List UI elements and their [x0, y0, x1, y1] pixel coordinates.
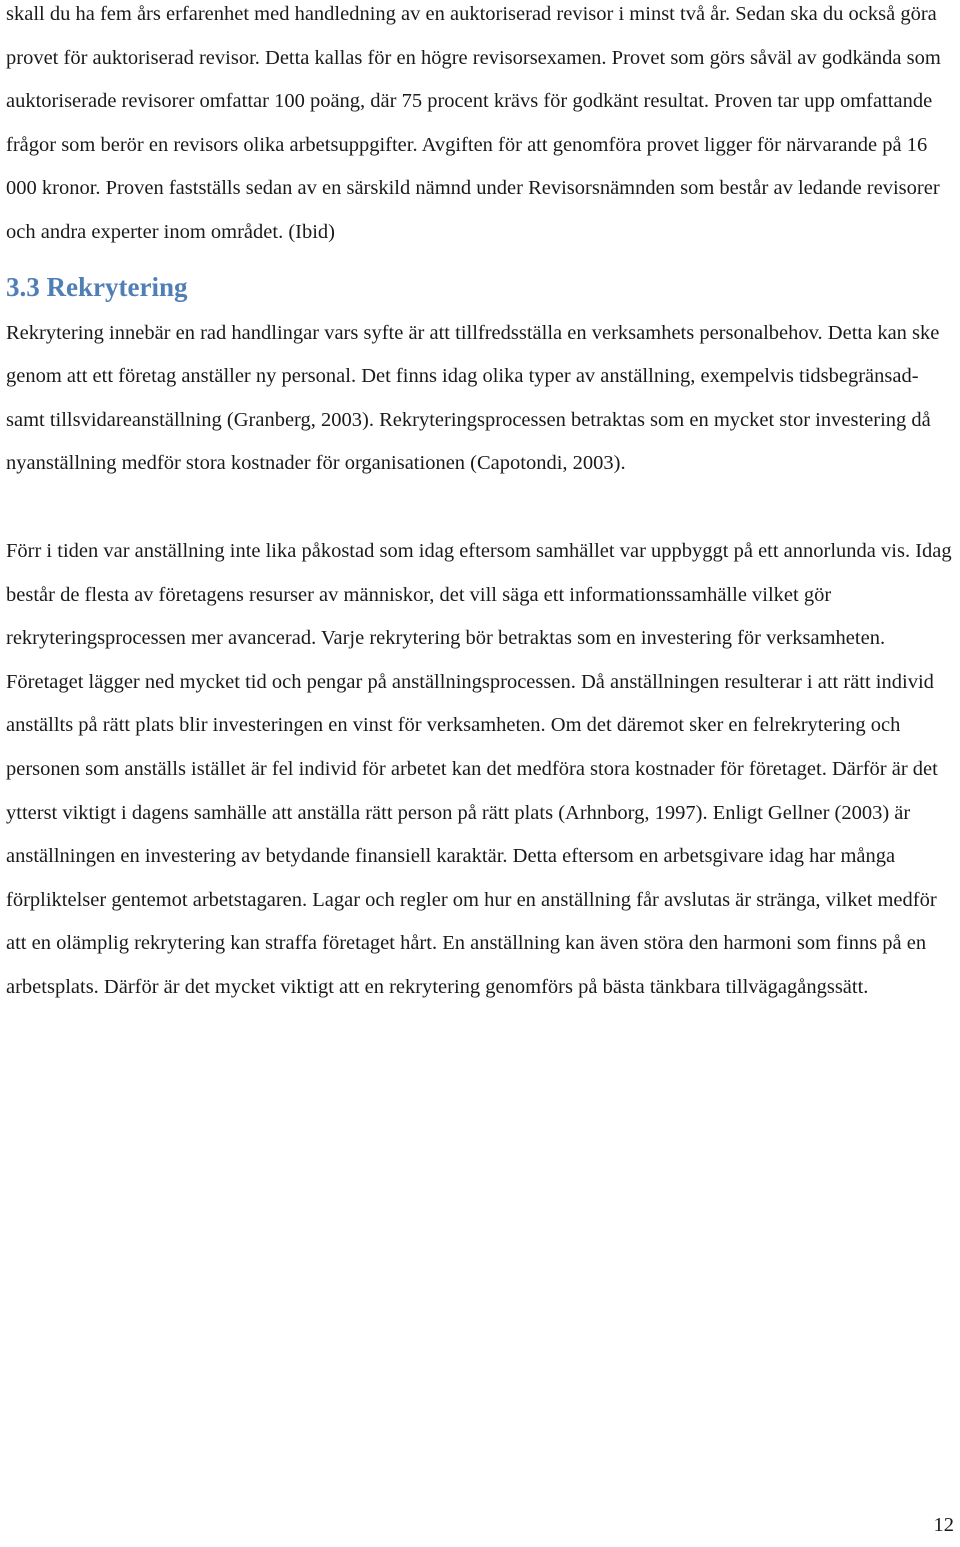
paragraph-rekrytering-history: Förr i tiden var anställning inte lika påkostad som idag eftersom samhället var uppbyggt på ett annorlunda vis. Idag består de flesta av företagens resurser av människor, det vill säga ett informationssamhälle vilket gör rekryteringsprocessen mer avancerad. Varje rekrytering bör betraktas som en investering för verksamheten. Företaget lägger ned mycket tid och pengar på anställningsprocessen. Då anställningen resulterar i att rätt individ anställts på rätt plats blir investeringen en vinst för verksamheten. Om det däremot sker en felrekrytering och personen som anställs istället är fel individ för arbetet kan det medföra stora kostnader för företaget. Därför är det ytterst viktigt i dagens samhälle att anställa rätt person på rätt plats (Arhnborg, 1997). Enligt Gellner (2003) är anställningen en investering av betydande finansiell karaktär. Detta eftersom en arbetsgivare idag har många förpliktelser gentemot arbetstagaren. Lagar och regler om hur en anställning får avslutas är stränga, vilket medför att en olämplig rekrytering kan straffa företaget hårt. En anställning kan även störa den harmoni som finns på en arbetsplats. Därför är det mycket viktigt att en rekrytering genomförs på bästa tänkbara tillvägagångssätt.: [6, 539, 952, 998]
paragraph-rekrytering-intro: Rekrytering innebär en rad handlingar vars syfte är att tillfredsställa en verksamhets personalbehov. Detta kan ske genom att ett företag anställer ny personal. Det finns idag olika typer av anställning, exempelvis tidsbegränsad- samt tillsvidareanställning (Granberg, 2003). Rekryteringsprocessen betraktas som en mycket stor investering då nyanställning medför stora kostnader för organisationen (Capotondi, 2003).: [6, 321, 940, 475]
paragraph-revisor-exam: skall du ha fem års erfarenhet med handledning av en auktoriserad revisor i minst två år. Sedan ska du också göra provet för auktoriserad revisor. Detta kallas för en högre revisorsexamen. Provet som görs såväl av godkända som auktoriserade revisorer omfattar 100 poäng, där 75 procent krävs för godkänt resultat. Proven tar upp omfattande frågor som berör en revisors olika arbetsuppgifter. Avgiften för att genomföra provet ligger för närvarande på 16 000 kronor. Proven fastställs sedan av en särskild nämnd under Revisorsnämnden som består av ledande revisorer och andra experter inom området. (Ibid): [6, 3, 941, 243]
page-number: 12: [933, 1514, 954, 1536]
section-heading: 3.3 Rekrytering: [6, 271, 188, 302]
